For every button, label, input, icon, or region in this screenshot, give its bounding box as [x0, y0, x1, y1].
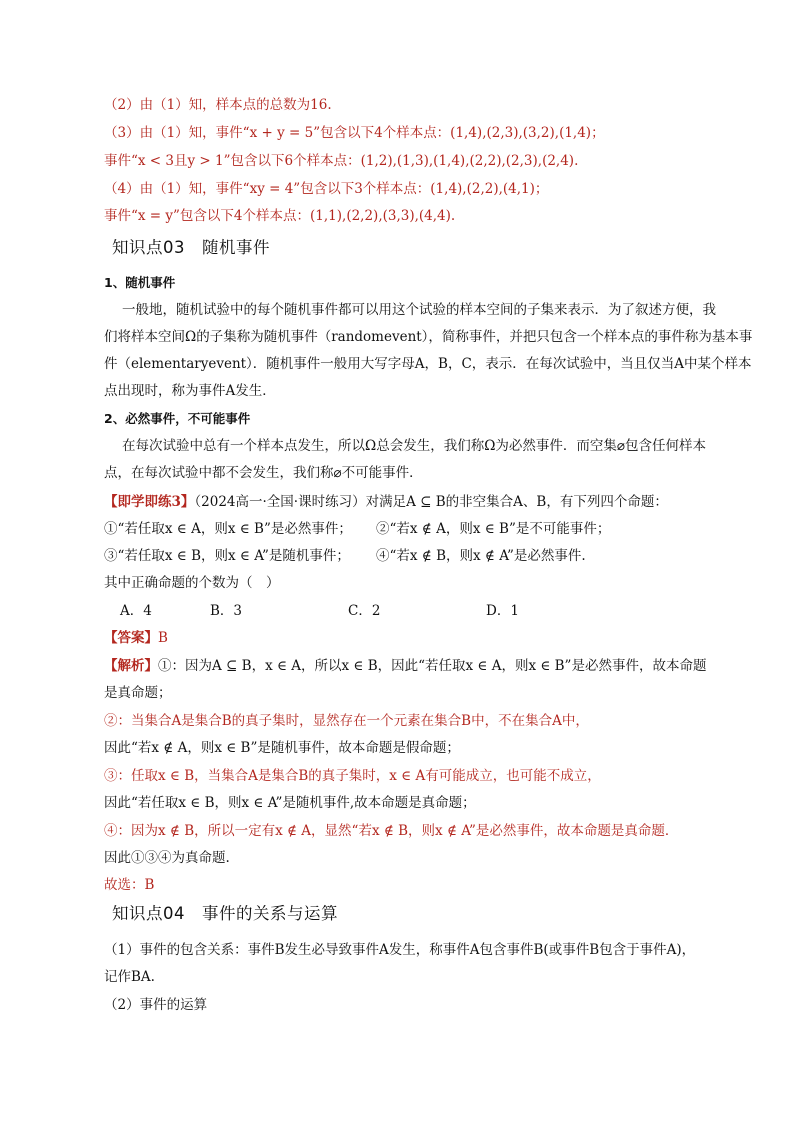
paragraph-line: 件（elementaryevent）．随机事件一般用大写字母A，B，C，表示．在每次试验中，当且仅当A中某个样本: [104, 356, 752, 372]
explanation-line: ②：当集合A是集合B的真子集时，显然存在一个元素在集合B中，不在集合A中，: [104, 713, 589, 729]
paragraph-line: 们将样本空间Ω的子集称为随机事件（randomevent），简称事件，并把只包含一个样本点的事件称为基本事: [104, 329, 753, 345]
proposition-3: ③“若任取x ∈ B，则x ∈ A”是随机事件；: [104, 548, 350, 564]
proposition-4: ④“若x ∉ B，则x ∉ A”是必然事件.: [376, 548, 586, 564]
line-l1: （2）由（1）知，样本点的总数为16.: [104, 97, 332, 113]
practice-tag: 【即学即练3】: [104, 494, 195, 510]
option-b: B．3: [210, 603, 243, 619]
option-c: C．2: [348, 603, 381, 619]
proposition-1: ①“若任取x ∈ A，则x ∈ B”是必然事件；: [104, 521, 352, 537]
paragraph-line: 点出现时，称为事件A发生．: [104, 383, 276, 399]
practice-question: [104, 492, 668, 512]
option-a: A．4: [120, 603, 152, 619]
question-ask: 其中正确命题的个数为（ ）: [104, 575, 280, 591]
relation-line: （1）事件的包含关系：事件B发生必导致事件A发生，称事件A包含事件B(或事件B包含于事件A)，: [104, 942, 696, 958]
explanation-text: ①：因为A ⊆ B，x ∈ A，所以x ∈ B，因此“若任取x ∈ A，则x ∈ B”是必然事件，故本命题: [158, 658, 707, 674]
option-d: D．1: [486, 603, 519, 619]
explanation-line: 因此①③④为真命题.: [104, 850, 230, 866]
relation-line: （2）事件的运算: [104, 997, 208, 1013]
answer-line: [104, 628, 168, 648]
answer-value: B: [158, 630, 168, 646]
section-heading-04: 知识点04 事件的关系与运算: [112, 904, 338, 923]
paragraph-line: 点，在每次试验中都不会发生，我们称⌀不可能事件．: [104, 465, 423, 481]
paragraph-line: 一般地，随机试验中的每个随机事件都可以用这个试验的样本空间的子集来表示．为了叙述方便，我: [122, 302, 716, 318]
explanation-line: 因此“若任取x ∈ B，则x ∈ A”是随机事件,故本命题是真命题；: [104, 795, 476, 811]
explanation-line: ④：因为x ∉ B，所以一定有x ∉ A，显然“若x ∉ B，则x ∉ A”是必然事件，故本命题是真命题．: [104, 823, 679, 839]
line-l4: （4）由（1）知，事件“xy = 4”包含以下3个样本点：(1,4),(2,2),(4,1)；: [104, 181, 549, 197]
section-heading-03: 知识点03 随机事件: [112, 238, 270, 257]
explanation-tag: 【解析】: [104, 658, 158, 674]
line-l5: 事件“x = y”包含以下4个样本点：(1,1),(2,2),(3,3),(4,4).: [104, 208, 456, 224]
explanation-line: 故选：B: [104, 877, 155, 893]
explanation-line-1: [104, 656, 706, 676]
answer-tag: 【答案】: [104, 630, 158, 646]
subheading-certain-event: 2、必然事件，不可能事件: [104, 411, 251, 426]
proposition-2: ②“若x ∉ A，则x ∈ B”是不可能事件；: [376, 521, 611, 537]
line-l3: 事件“x < 3且y > 1”包含以下6个样本点：(1,2),(1,3),(1,4),(2,2),(2,3),(2,4).: [104, 153, 579, 169]
explanation-line: 是真命题；: [104, 685, 172, 701]
practice-body: （2024高一·全国·课时练习）对满足A ⊆ B的非空集合A、B，有下列四个命题：: [194, 494, 668, 510]
explanation-line: 因此“若x ∉ A，则x ∈ B”是随机事件，故本命题是假命题；: [104, 740, 460, 756]
relation-line: 记作BA.: [104, 969, 155, 985]
paragraph-line: 在每次试验中总有一个样本点发生，所以Ω总会发生，我们称Ω为必然事件．而空集⌀包含任何样本: [122, 438, 707, 454]
subheading-random-event: 1、随机事件: [104, 275, 176, 290]
line-l2: （3）由（1）知，事件“x + y = 5”包含以下4个样本点：(1,4),(2,3),(3,2),(1,4)；: [104, 125, 605, 141]
explanation-line: ③：任取x ∈ B，当集合A是集合B的真子集时，x ∈ A有可能成立，也可能不成立，: [104, 768, 601, 784]
